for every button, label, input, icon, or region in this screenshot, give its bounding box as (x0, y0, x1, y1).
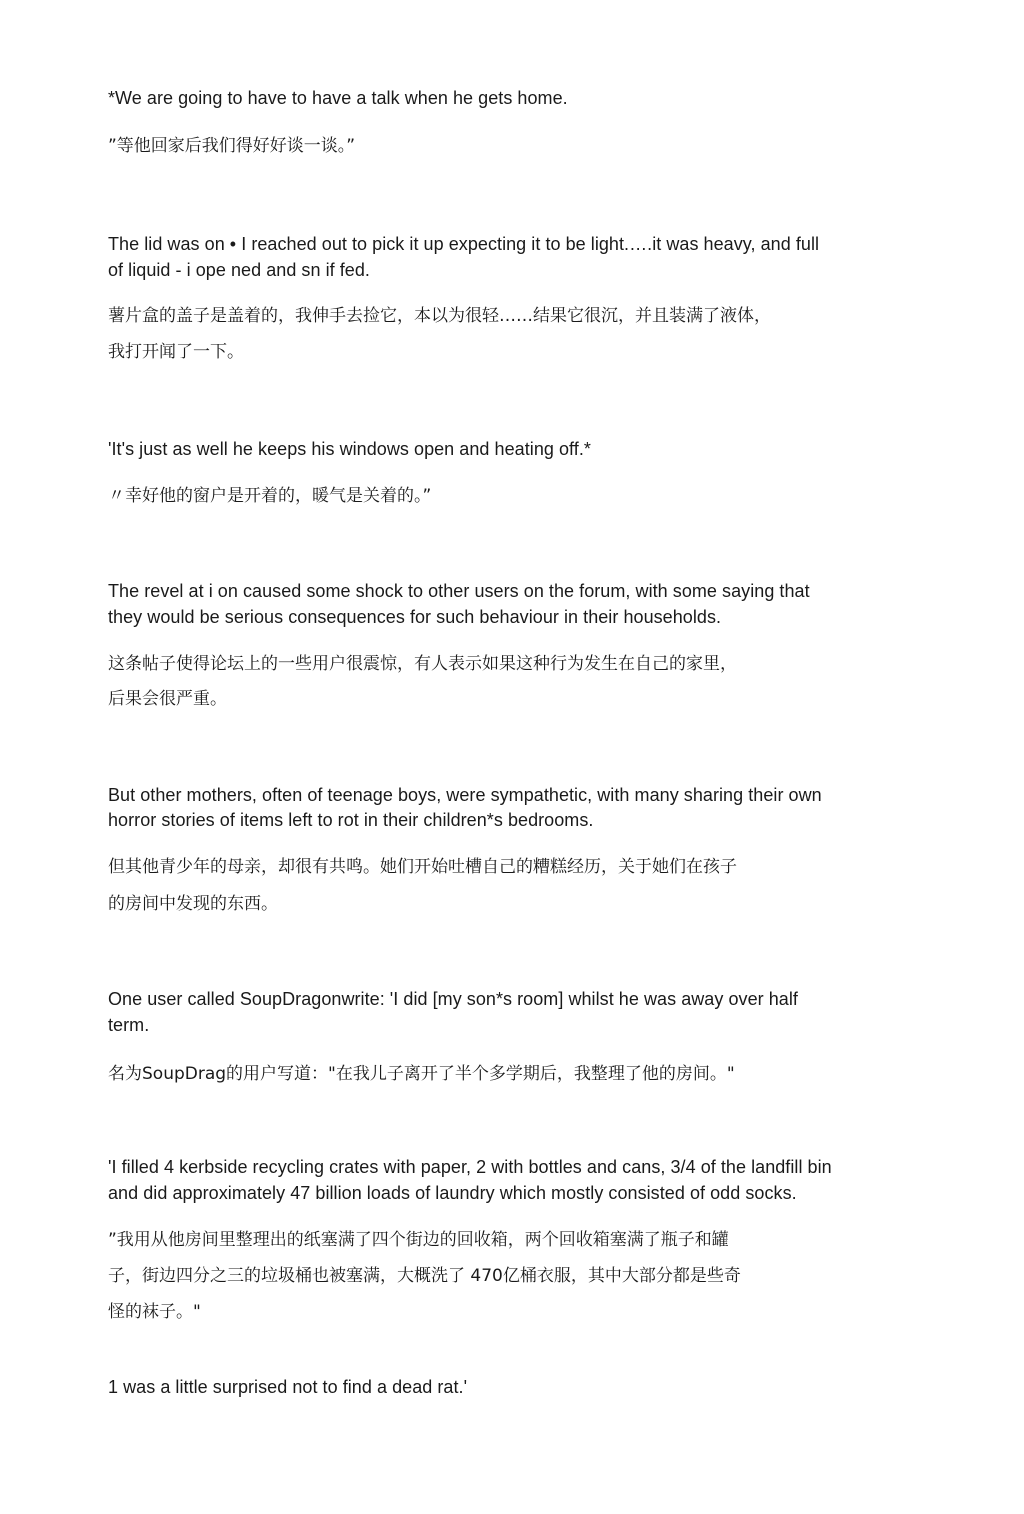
english-line: One user called SoupDragonwrite: 'I did [my son*s room] whilst he was away over half (108, 989, 798, 1009)
english-line: 'I filled 4 kerbside recycling crates with paper, 2 with bottles and cans, 3/4 of the landfill bin (108, 1157, 832, 1177)
chinese-line: ”我用从他房间里整理出的纸塞满了四个街边的回收箱，两个回收箱塞满了瓶子和罐 (108, 1230, 729, 1250)
english-line: But other mothers, often of teenage boys, were sympathetic, with many sharing their own (108, 785, 822, 805)
english-line: horror stories of items left to rot in their children*s bedrooms. (108, 810, 594, 830)
chinese-line: ”等他回家后我们得好好谈一谈。” (108, 136, 356, 156)
english-line: The lid was on • I reached out to pick it up expecting it to be light.….it was heavy, and full (108, 234, 820, 254)
chinese-line: 我打开闻了一下。 (108, 342, 244, 362)
chinese-line: 的房间中发现的东西。 (108, 894, 278, 914)
english-line: *We are going to have to have a talk when he gets home. (108, 88, 568, 108)
chinese-line: 怪的袜子。" (108, 1302, 201, 1322)
english-line: they would be serious consequences for such behaviour in their households. (108, 607, 722, 627)
english-line: The revel at i on caused some shock to other users on the forum, with some saying that (108, 581, 810, 601)
chinese-line: 这条帖子使得论坛上的一些用户很震惊，有人表示如果这种行为发生在自己的家里， (108, 654, 737, 674)
english-line: 'It's just as well he keeps his windows open and heating off.* (108, 439, 591, 459)
english-line: and did approximately 47 billion loads of laundry which mostly consisted of odd socks. (108, 1183, 797, 1203)
chinese-line: 薯片盒的盖子是盖着的，我伸手去捡它，本以为很轻……结果它很沉，并且装满了液体， (108, 306, 771, 326)
chinese-line: 子，街边四分之三的垃圾桶也被塞满，大概洗了 470亿桶衣服，其中大部分都是些奇 (108, 1266, 741, 1286)
english-line: 1 was a little surprised not to find a dead rat.' (108, 1377, 468, 1397)
chinese-line: 名为SoupDrag的用户写道："在我儿子离开了半个多学期后，我整理了他的房间。" (108, 1064, 735, 1084)
english-line: term. (108, 1015, 150, 1035)
english-line: of liquid - i ope ned and sn if fed. (108, 260, 370, 280)
chinese-line: 后果会很严重。 (108, 689, 227, 709)
chinese-line: 但其他青少年的母亲，却很有共鸣。她们开始吐槽自己的糟糕经历，关于她们在孩子 (108, 857, 737, 877)
chinese-line: 〃幸好他的窗户是开着的，暖气是关着的。” (108, 486, 432, 506)
